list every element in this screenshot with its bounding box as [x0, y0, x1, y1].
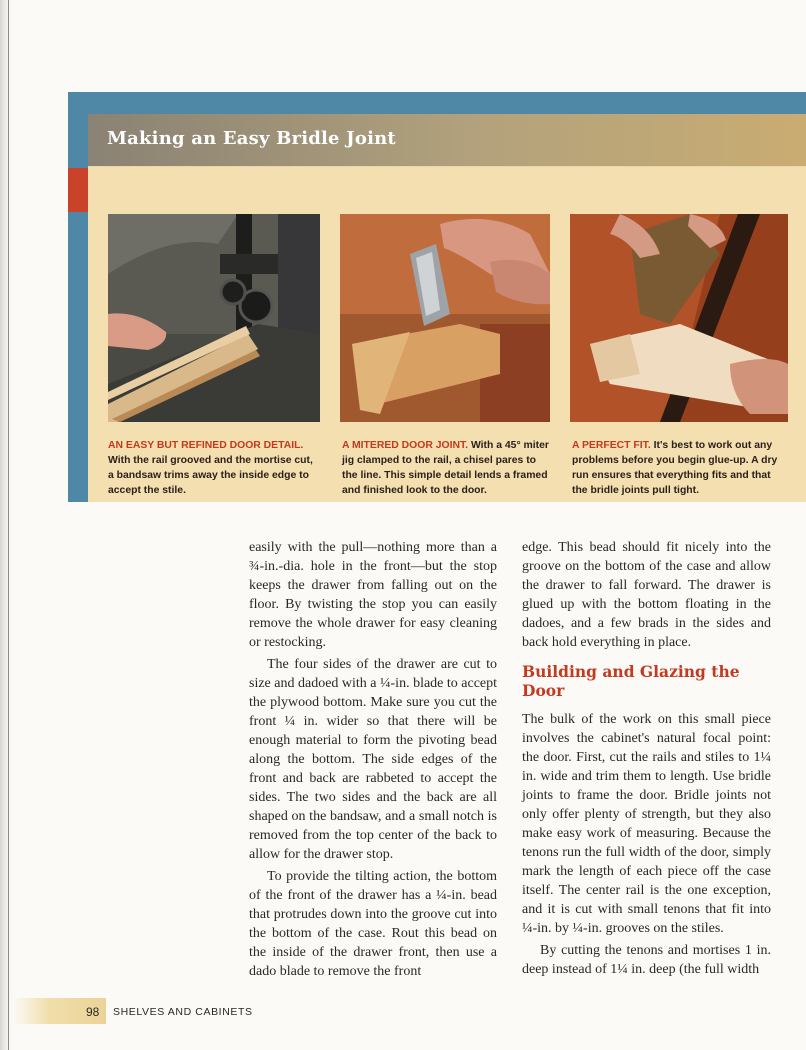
photo-dry-fit	[570, 214, 788, 422]
caption-chisel	[342, 438, 554, 498]
section-heading: Building and Glazing the Door	[522, 662, 740, 700]
sidebar-box	[68, 92, 806, 502]
sidebar-title: Making an Easy Bridle Joint	[107, 128, 396, 149]
sidebar-title-bar	[88, 114, 806, 167]
paragraph: By cutting the tenons and mortises 1 in. deep instead of 1¼ in. deep (the full width	[522, 943, 771, 977]
caption-body: With a 45° miter jig clamped to the rail, a chisel pares to the line. This simple detail lends a framed and finished look to the door.	[342, 440, 549, 496]
gutter-line	[8, 0, 9, 1050]
caption-body: It's best to work out any problems before you begin glue-up. A dry run ensures that everything fits and that the bridle joints pull tight.	[572, 440, 778, 496]
body-column-left	[249, 538, 497, 981]
caption-lead: A MITERED DOOR JOINT.	[342, 440, 469, 451]
body-column-right	[522, 538, 771, 979]
paragraph: easily with the pull—nothing more than a ¾-in.-dia. hole in the front—but the stop keeps the drawer from falling out on the floor. By twisting the stop you can easily remove the whole drawer for easy cleaning or restocking.	[249, 540, 497, 650]
running-footer: SHELVES AND CABINETS	[113, 1006, 253, 1018]
page-gutter	[0, 0, 12, 1050]
caption-dry-fit	[572, 438, 782, 498]
page-number: 98	[86, 1005, 100, 1019]
paragraph: edge. This bead should fit nicely into the groove on the bottom of the case and allow the drawer to fall forward. The drawer is glued up with the bottom floating in the dadoes, and a few brads in the sides and back hold everything in place.	[522, 540, 771, 650]
photo-chisel	[340, 214, 550, 422]
paragraph: The bulk of the work on this small piece involves the cabinet's natural focal point: the door. First, cut the rails and stiles to 1¼ in. wide and trim them to length. Use bridle joints to frame the door. Bridle joints not only offer plenty of strength, but they also make easy work of measuring. Because the tenons run the full width of the door, simply mark the length of each piece off the case itself. The center rail is the one exception, and it is cut with small tenons that fit into ¼-in. by ¼-in. grooves on the stiles.	[522, 712, 771, 936]
sidebar-panel	[88, 114, 806, 502]
caption-bandsaw	[108, 438, 320, 498]
caption-lead: AN EASY BUT REFINED DOOR DETAIL.	[108, 440, 304, 451]
paragraph: The four sides of the drawer are cut to size and dadoed with a ¼-in. blade to accept the plywood bottom. Make sure you cut the front ¼ in. wider so that there will be enough material to form the pivoting bead along the bottom. The side edges of the front and back are rabbeted to accept the sides. The two sides and the back are all shaped on the bandsaw, and a small notch is removed from the top center of the back to allow for the drawer stop.	[249, 657, 498, 862]
caption-lead: A PERFECT FIT.	[572, 440, 651, 451]
sidebar-accent-tab	[68, 168, 88, 212]
photo-bandsaw	[108, 214, 320, 422]
caption-body: With the rail grooved and the mortise cut, a bandsaw trims away the inside edge to accept the stile.	[108, 455, 313, 496]
paragraph: To provide the tilting action, the bottom of the front of the drawer has a ¼-in. bead that protrudes down into the groove cut into the bottom of the case. Rout this bead on the inside of the drawer front, then use a dado blade to remove the front	[249, 869, 497, 979]
